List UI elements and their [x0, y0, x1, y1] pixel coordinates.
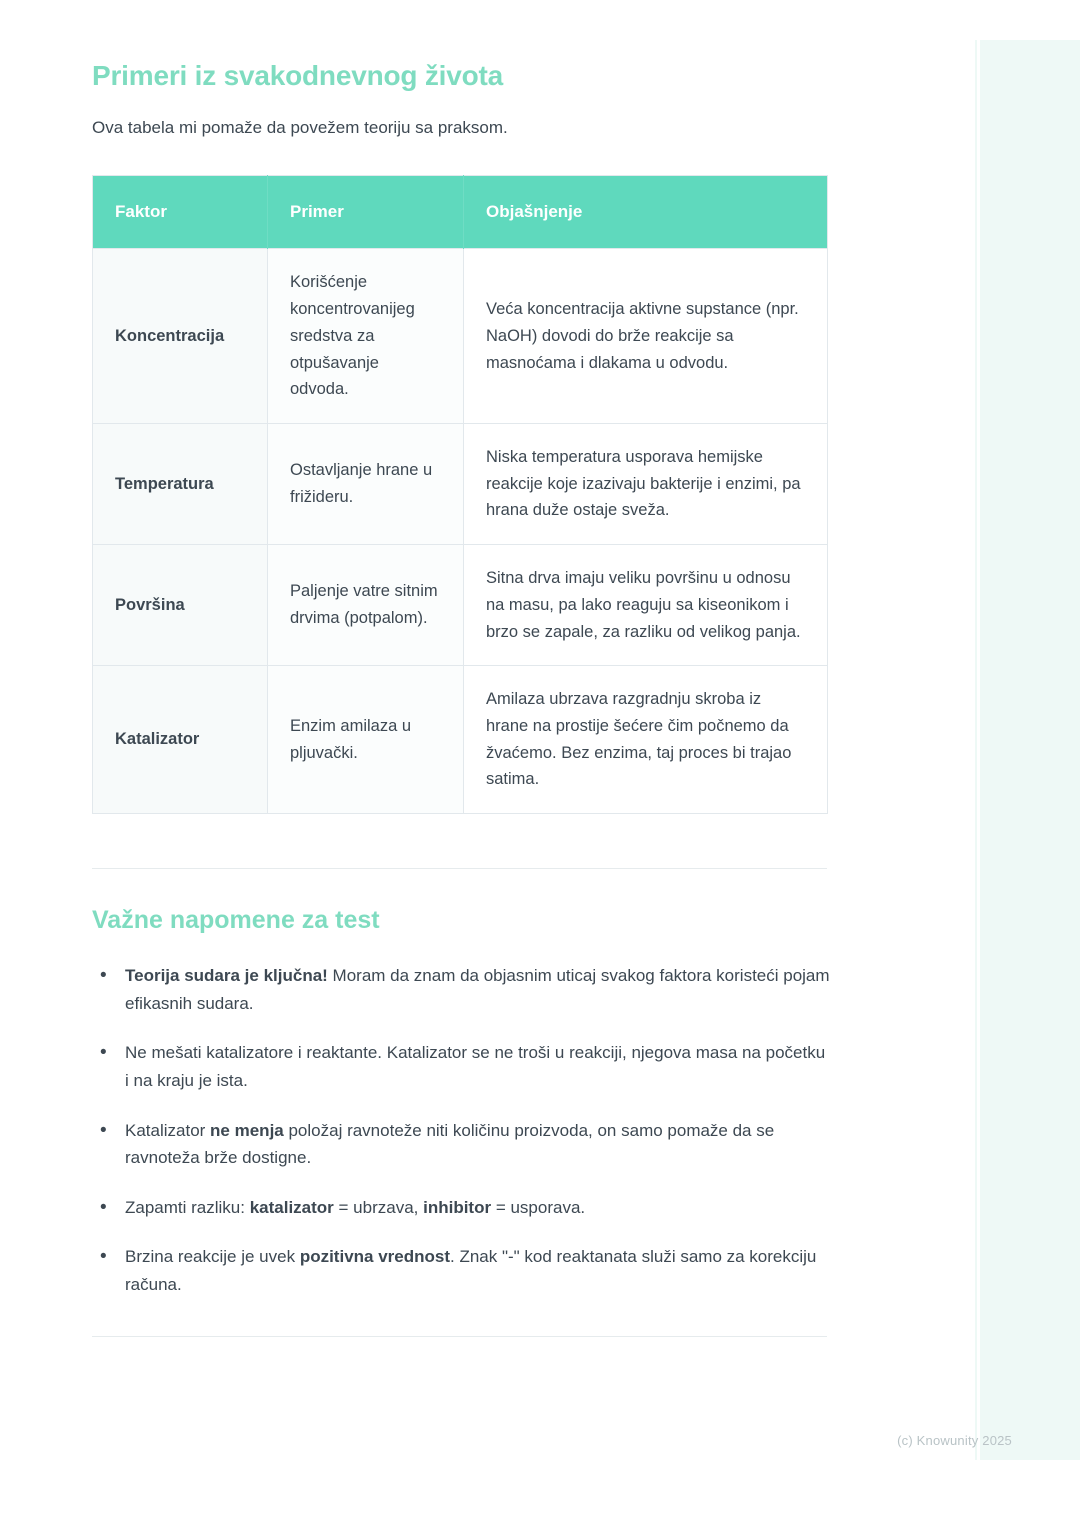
- section-divider: [92, 868, 827, 869]
- cell-example: Korišćenje koncentrovanijeg sredstva za otpušavanje odvoda.: [268, 249, 464, 424]
- cell-explanation: Amilaza ubrzava razgradnju skroba iz hrane na prostije šećere čim počnemo da žvaćemo. Bez enzima, taj proces bi trajao satima.: [464, 666, 828, 814]
- cell-factor: Temperatura: [93, 423, 268, 544]
- note-text-mid: = ubrzava,: [333, 1197, 424, 1217]
- note-text-prefix: Katalizator: [125, 1120, 211, 1140]
- note-bold-mid: ne menja: [210, 1120, 284, 1140]
- list-item: [92, 1039, 832, 1094]
- notes-list: [92, 962, 832, 1298]
- bottom-divider: [92, 1336, 827, 1337]
- cell-example: Paljenje vatre sitnim drvima (potpalom).: [268, 545, 464, 666]
- factors-table: [92, 175, 828, 814]
- column-header-objasnjenje: Objašnjenje: [464, 176, 828, 249]
- page-title: Primeri iz svakodnevnog života: [92, 60, 504, 91]
- cell-example: Ostavljanje hrane u frižideru.: [268, 423, 464, 544]
- table-row: [93, 666, 828, 814]
- note-text-suffix: . Znak "-" kod reaktanata služi samo za korekciju računa.: [125, 1247, 817, 1294]
- cell-example: Enzim amilaza u pljuvački.: [268, 666, 464, 814]
- note-text: Ne mešati katalizatore i reaktante. Katalizator se ne troši u reakciji, njegova masa na početku i na kraju je ista.: [125, 1043, 826, 1090]
- list-item: [92, 1117, 832, 1172]
- column-header-primer: Primer: [268, 176, 464, 249]
- list-item: [92, 1194, 832, 1222]
- note-bold-mid: katalizator: [249, 1197, 334, 1217]
- copyright-notice: (c) Knowunity 2025: [897, 1433, 1012, 1448]
- cell-explanation: Niska temperatura usporava hemijske reakcije koje izazivaju bakterije i enzimi, pa hrana duže ostaje sveža.: [464, 423, 828, 544]
- list-item: [92, 1243, 832, 1298]
- cell-factor: Koncentracija: [93, 249, 268, 424]
- cell-explanation: Sitna drva imaju veliku površinu u odnosu na masu, pa lako reaguju sa kiseonikom i brzo se zapale, za razliku od velikog panja.: [464, 545, 828, 666]
- cell-factor: Katalizator: [93, 666, 268, 814]
- list-item: [92, 962, 832, 1017]
- table-row: [93, 545, 828, 666]
- table-row: [93, 423, 828, 544]
- note-text-suffix: položaj ravnoteže niti količinu proizvoda, on samo pomaže da se ravnoteža brže dostigne.: [125, 1120, 775, 1168]
- cell-explanation: Veća koncentracija aktivne supstance (npr. NaOH) dovodi do brže reakcije sa masnoćama i dlakama u odvodu.: [464, 249, 828, 424]
- cell-factor: Površina: [93, 545, 268, 666]
- note-text: Moram da znam da objasnim uticaj svakog faktora koristeći pojam efikasnih sudara.: [125, 966, 830, 1013]
- note-bold-mid: pozitivna vrednost: [299, 1247, 450, 1267]
- note-text-prefix: Zapamti razliku:: [125, 1197, 250, 1217]
- note-bold-lead: Teorija sudara je ključna!: [125, 966, 328, 986]
- table-header-row: [93, 176, 828, 249]
- table-row: [93, 249, 828, 424]
- note-text-suffix: = usporava.: [491, 1197, 586, 1217]
- note-text-prefix: Brzina reakcije je uvek: [125, 1247, 300, 1267]
- notes-title: Važne napomene za test: [92, 906, 380, 935]
- column-header-faktor: Faktor: [93, 176, 268, 249]
- intro-paragraph: Ova tabela mi pomaže da povežem teoriju sa praksom.: [92, 118, 508, 137]
- note-bold-mid-2: inhibitor: [423, 1197, 492, 1217]
